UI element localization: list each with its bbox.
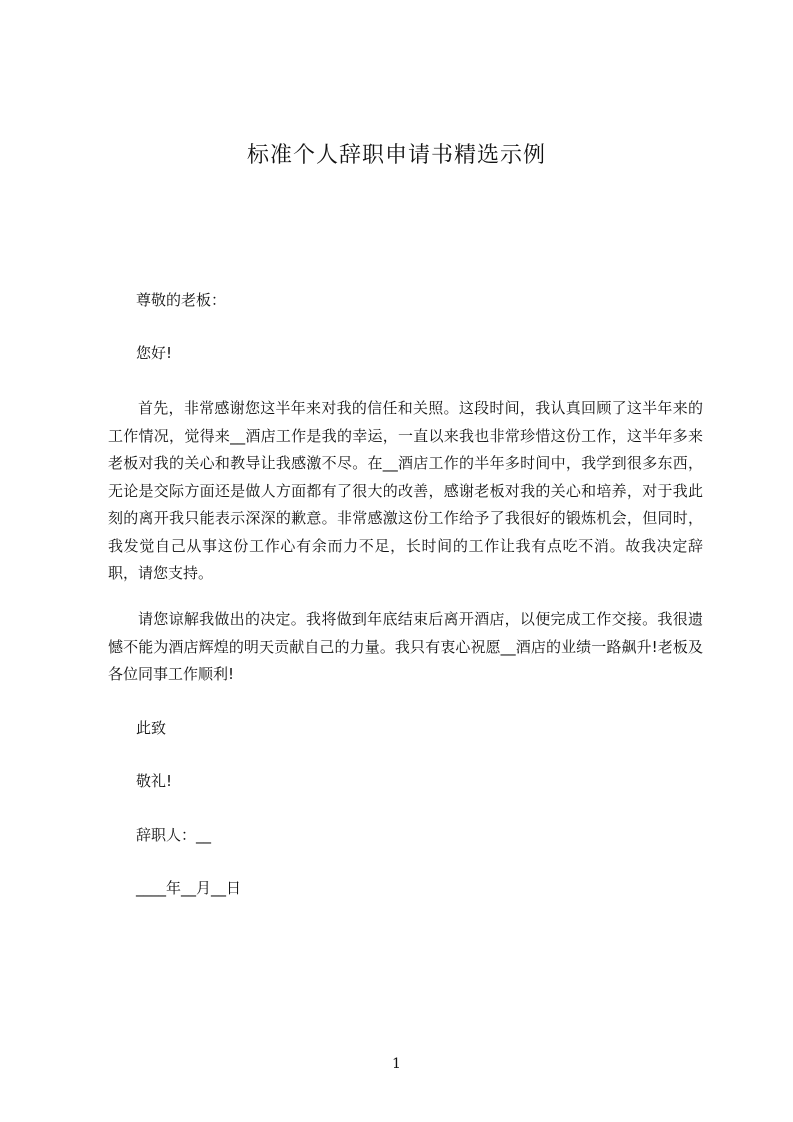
document-title: 标准个人辞职申请书精选示例 <box>246 143 546 168</box>
date-line: ____年__月__日 <box>136 879 242 897</box>
salutation: 尊敬的老板： <box>136 291 227 309</box>
page-number: 1 <box>392 1056 401 1072</box>
greeting: 您好! <box>136 344 173 362</box>
closing-line: 敬礼! <box>136 772 173 790</box>
closing-line: 此致 <box>136 719 167 737</box>
body-paragraph: 首先，非常感谢您这半年来对我的信任和关照。这段时间，我认真回顾了这半年来的工作情况，觉得来__酒店工作是我的幸运，一直以来我也非常珍惜这份工作，这半年多来老板对我的关心和教导让我感激不尽。在__酒店工作的半年多时间中，我学到很多东西，无论是交际方面还是做人方面都有了很大的改善，感谢老板对我的关心和培养，对于我此刻的离开我只能表示深深的歉意。非常感激这份工作给予了我很好的锻炼机会，但同时，我发觉自己从事这份工作心有余而力不足，长时间的工作让我有点吃不消。故我决定辞职，请您支持。 <box>108 399 703 582</box>
signature-line: 辞职人：__ <box>136 826 212 844</box>
body-paragraph: 请您谅解我做出的决定。我将做到年底结束后离开酒店，以便完成工作交接。我很遗憾不能为酒店辉煌的明天贡献自己的力量。我只有衷心祝愿__酒店的业绩一路飙升!老板及各位同事工作顺利! <box>108 610 703 683</box>
